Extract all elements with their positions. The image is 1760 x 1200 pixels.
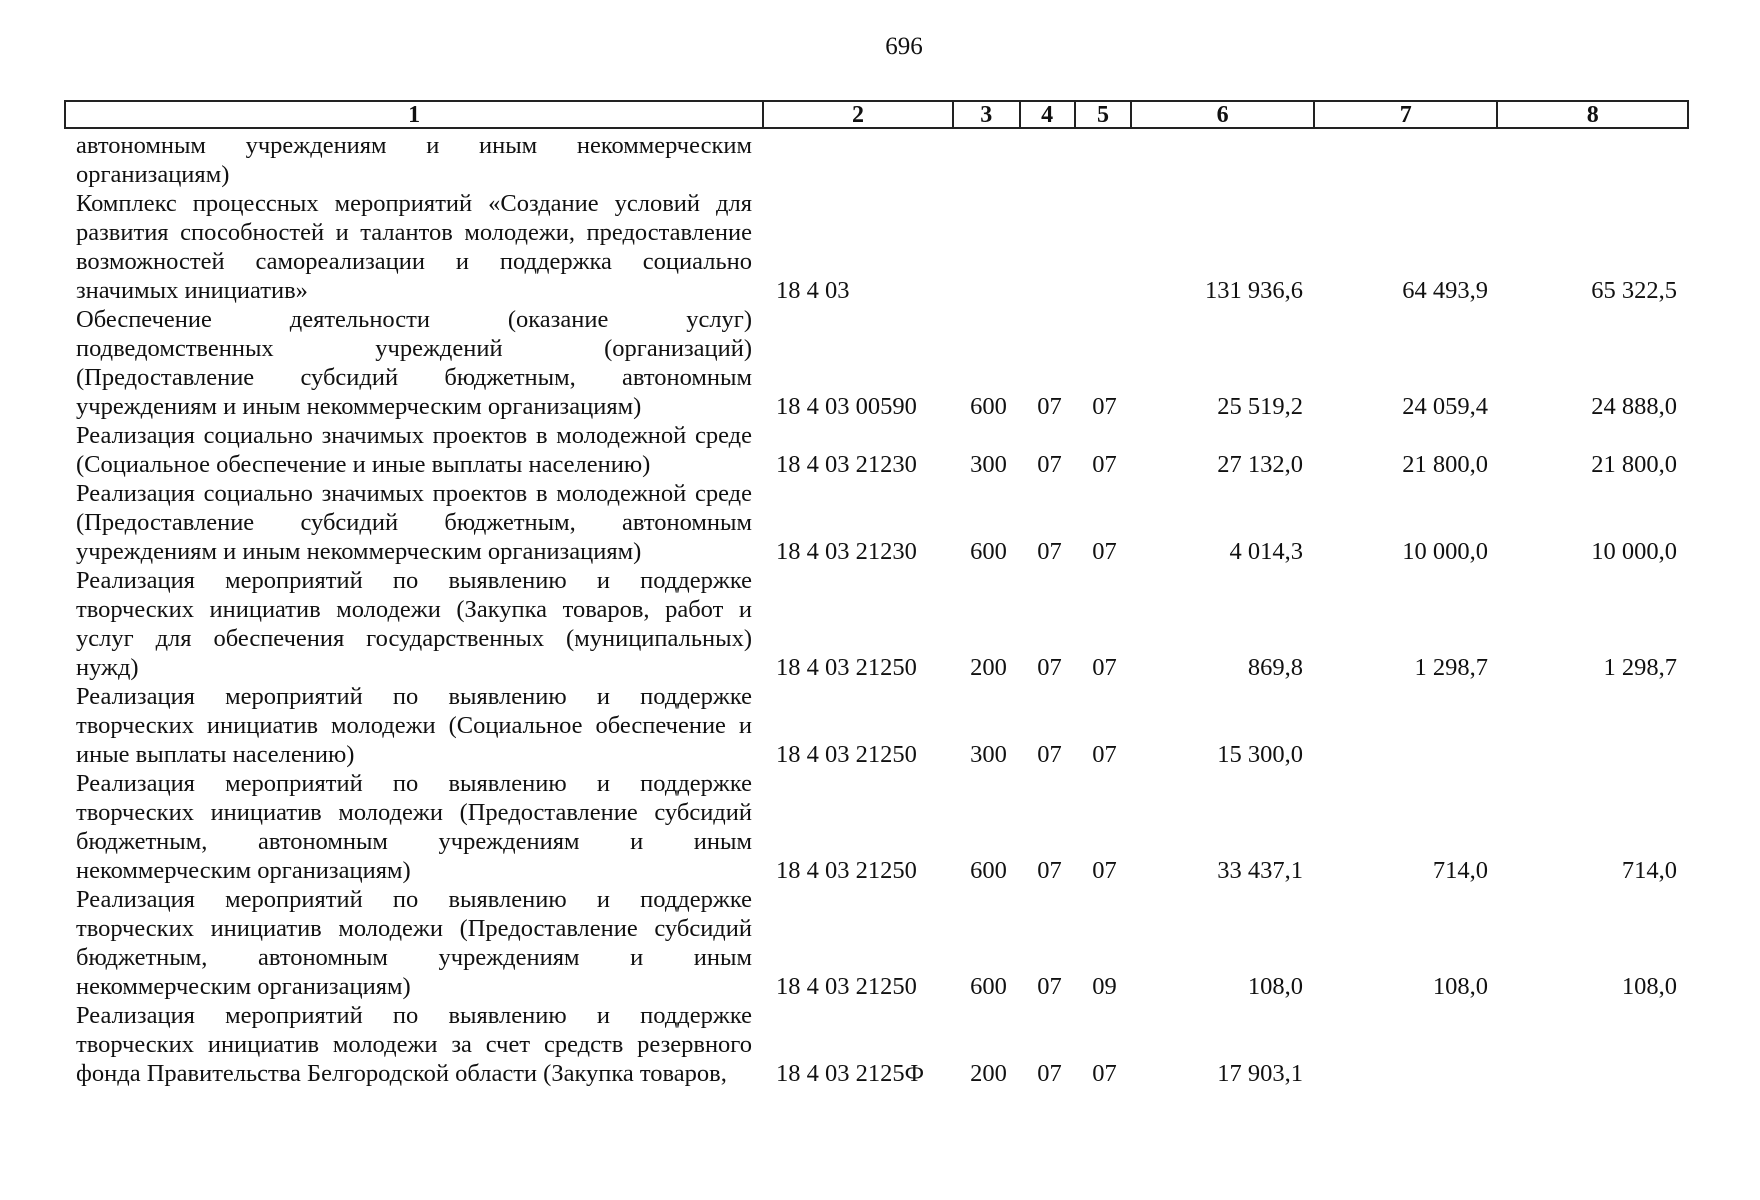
row-name-line: творческих инициатив молодежи (Предоставление субсидий: [76, 799, 752, 826]
row-name-line: творческих инициатив молодежи (Закупка товаров, работ и: [76, 596, 752, 623]
row-name-line: Реализация мероприятий по выявлению и поддержке: [76, 1002, 752, 1029]
row-section: 07: [1037, 857, 1062, 884]
table-row: [64, 131, 1689, 189]
row-name: [64, 1001, 764, 1088]
row-name-line: творческих инициатив молодежи (Социальное обеспечение и: [76, 712, 752, 739]
row-subsection: 07: [1092, 393, 1117, 420]
row-name-line: Реализация социально значимых проектов в молодежной среде: [76, 422, 752, 449]
row-section: 07: [1037, 451, 1062, 478]
header-col-6: 6: [1132, 102, 1315, 127]
row-expense-type: 600: [970, 538, 1007, 565]
row-section: 07: [1037, 654, 1062, 681]
row-name-line: возможностей самореализации и поддержка социально: [76, 248, 752, 275]
row-subsection: 09: [1092, 973, 1117, 1000]
row-amount-year-2: 108,0: [1432, 973, 1488, 1000]
row-name-line: автономным учреждениям и иным некоммерческим: [76, 132, 752, 159]
row-code: 18 4 03 21230: [776, 538, 917, 565]
row-name-line: подведомственных учреждений (организаций): [76, 335, 752, 362]
table-row: [64, 479, 1689, 566]
row-subsection: 07: [1092, 1060, 1117, 1087]
row-name-line: творческих инициатив молодежи (Предоставление субсидий: [76, 915, 752, 942]
row-amount-year-2: 714,0: [1432, 857, 1488, 884]
header-col-3: 3: [954, 102, 1021, 127]
row-code: 18 4 03 2125Ф: [776, 1060, 924, 1087]
row-name-line: Реализация мероприятий по выявлению и поддержке: [76, 567, 752, 594]
table-row: [64, 1001, 1689, 1088]
table-row: [64, 885, 1689, 1001]
row-section: 07: [1037, 1060, 1062, 1087]
row-expense-type: 600: [970, 973, 1007, 1000]
row-expense-type: 200: [970, 1060, 1007, 1087]
table-row: [64, 769, 1689, 885]
row-section: 07: [1037, 538, 1062, 565]
header-col-4: 4: [1021, 102, 1076, 127]
row-name-line: услуг для обеспечения государственных (муниципальных): [76, 625, 752, 652]
row-amount-year-1: 33 437,1: [1217, 857, 1303, 884]
row-expense-type: 300: [970, 451, 1007, 478]
row-code: 18 4 03 21250: [776, 654, 917, 681]
table-body: [64, 131, 1689, 1088]
row-code: 18 4 03 00590: [776, 393, 917, 420]
row-amount-year-3: 21 800,0: [1591, 451, 1677, 478]
page-number: 696: [885, 33, 923, 60]
header-col-2: 2: [764, 102, 954, 127]
row-subsection: 07: [1092, 538, 1117, 565]
row-name-line: развития способностей и талантов молодежи, предоставление: [76, 219, 752, 246]
row-subsection: 07: [1092, 451, 1117, 478]
row-amount-year-1: 869,8: [1247, 654, 1303, 681]
header-col-5: 5: [1076, 102, 1133, 127]
row-amount-year-2: 1 298,7: [1414, 654, 1488, 681]
row-amount-year-1: 17 903,1: [1217, 1060, 1303, 1087]
row-name-line: иные выплаты населению): [76, 741, 355, 768]
table-row: [64, 421, 1689, 479]
row-name-line: бюджетным, автономным учреждениям и иным: [76, 828, 752, 855]
row-expense-type: 600: [970, 393, 1007, 420]
table-header: [64, 100, 1689, 129]
row-section: 07: [1037, 393, 1062, 420]
row-name-line: учреждениям и иным некоммерческим организациям): [76, 538, 642, 565]
row-code: 18 4 03 21230: [776, 451, 917, 478]
row-amount-year-1: 27 132,0: [1217, 451, 1303, 478]
table-row: [64, 682, 1689, 769]
row-amount-year-1: 131 936,6: [1205, 277, 1303, 304]
row-name-line: нужд): [76, 654, 139, 681]
row-name: [64, 421, 764, 479]
row-amount-year-1: 25 519,2: [1217, 393, 1303, 420]
row-name-line: Реализация мероприятий по выявлению и поддержке: [76, 683, 752, 710]
row-amount-year-1: 108,0: [1247, 973, 1303, 1000]
row-code: 18 4 03: [776, 277, 850, 304]
row-name-line: учреждениям и иным некоммерческим организациям): [76, 393, 642, 420]
row-amount-year-3: 108,0: [1621, 973, 1677, 1000]
row-subsection: 07: [1092, 741, 1117, 768]
row-amount-year-2: 24 059,4: [1402, 393, 1488, 420]
row-name-line: (Социальное обеспечение и иные выплаты населению): [76, 451, 651, 478]
row-amount-year-1: 4 014,3: [1229, 538, 1303, 565]
row-amount-year-3: 24 888,0: [1591, 393, 1677, 420]
row-expense-type: 200: [970, 654, 1007, 681]
row-name-line: некоммерческим организациям): [76, 857, 411, 884]
table-row: [64, 189, 1689, 305]
row-code: 18 4 03 21250: [776, 857, 917, 884]
row-amount-year-2: 10 000,0: [1402, 538, 1488, 565]
row-amount-year-1: 15 300,0: [1217, 741, 1303, 768]
table-row: [64, 305, 1689, 421]
row-name-line: (Предоставление субсидий бюджетным, автономным: [76, 509, 752, 536]
row-code: 18 4 03 21250: [776, 973, 917, 1000]
row-expense-type: 600: [970, 857, 1007, 884]
row-name-line: творческих инициатив молодежи за счет средств резервного: [76, 1031, 752, 1058]
header-col-8: 8: [1586, 102, 1599, 128]
row-name-line: значимых инициатив»: [76, 277, 308, 304]
row-section: 07: [1037, 741, 1062, 768]
row-amount-year-3: 714,0: [1621, 857, 1677, 884]
row-section: 07: [1037, 973, 1062, 1000]
row-expense-type: 300: [970, 741, 1007, 768]
row-name-line: организациям): [76, 161, 230, 188]
row-name: [64, 769, 764, 885]
row-name: [64, 189, 764, 305]
row-name: [64, 682, 764, 769]
row-name: [64, 479, 764, 566]
row-amount-year-3: 65 322,5: [1591, 277, 1677, 304]
row-name-line: (Предоставление субсидий бюджетным, автономным: [76, 364, 752, 391]
row-amount-year-3: 1 298,7: [1603, 654, 1677, 681]
row-name-line: Реализация социально значимых проектов в молодежной среде: [76, 480, 752, 507]
row-name-line: бюджетным, автономным учреждениям и иным: [76, 944, 752, 971]
row-subsection: 07: [1092, 857, 1117, 884]
row-amount-year-3: 10 000,0: [1591, 538, 1677, 565]
header-col-1: 1: [66, 102, 764, 127]
row-amount-year-2: 64 493,9: [1402, 277, 1488, 304]
row-name: [64, 131, 764, 189]
row-name: [64, 305, 764, 421]
row-name: [64, 566, 764, 682]
row-subsection: 07: [1092, 654, 1117, 681]
row-name-line: Реализация мероприятий по выявлению и поддержке: [76, 886, 752, 913]
header-col-7: 7: [1315, 102, 1499, 127]
row-name-line: Комплекс процессных мероприятий «Создание условий для: [76, 190, 752, 217]
row-name-line: некоммерческим организациям): [76, 973, 411, 1000]
row-amount-year-2: 21 800,0: [1402, 451, 1488, 478]
row-code: 18 4 03 21250: [776, 741, 917, 768]
row-name-line: фонда Правительства Белгородской области (Закупка товаров,: [76, 1060, 727, 1087]
row-name: [64, 885, 764, 1001]
table-row: [64, 566, 1689, 682]
row-name-line: Обеспечение деятельности (оказание услуг): [76, 306, 752, 333]
row-name-line: Реализация мероприятий по выявлению и поддержке: [76, 770, 752, 797]
